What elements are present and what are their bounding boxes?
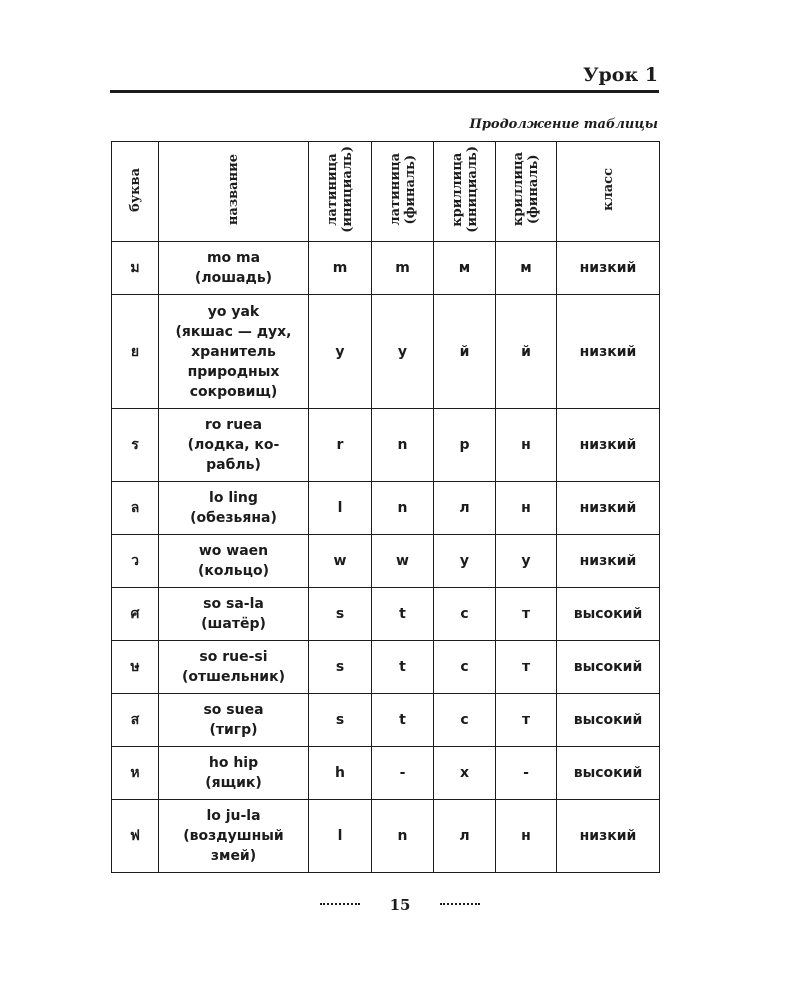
table-row xyxy=(112,588,660,641)
thai-letter: ย xyxy=(112,295,159,409)
letter-class: высокий xyxy=(557,588,660,641)
thai-letter: ล xyxy=(112,482,159,535)
thai-letter: ม xyxy=(112,242,159,295)
letter-name: so sa-la (шатёр) xyxy=(159,588,309,641)
footer-dots-left xyxy=(320,903,360,905)
cyrillic-initial: р xyxy=(434,409,496,482)
latin-initial: y xyxy=(309,295,372,409)
letter-class: высокий xyxy=(557,747,660,800)
thai-letter: ว xyxy=(112,535,159,588)
latin-initial: w xyxy=(309,535,372,588)
latin-final: m xyxy=(372,242,434,295)
cyrillic-initial: с xyxy=(434,588,496,641)
table-row xyxy=(112,641,660,694)
letter-class: низкий xyxy=(557,535,660,588)
latin-initial: l xyxy=(309,482,372,535)
cyrillic-initial: с xyxy=(434,641,496,694)
letter-class: низкий xyxy=(557,800,660,873)
thai-letter: ฟ xyxy=(112,800,159,873)
cyrillic-initial: м xyxy=(434,242,496,295)
latin-final: w xyxy=(372,535,434,588)
latin-initial: h xyxy=(309,747,372,800)
lesson-title: Урок 1 xyxy=(583,64,658,86)
letter-class: низкий xyxy=(557,482,660,535)
header-divider xyxy=(110,90,659,93)
latin-final: t xyxy=(372,694,434,747)
thai-letter: ส xyxy=(112,694,159,747)
letter-class: низкий xyxy=(557,409,660,482)
latin-initial: l xyxy=(309,800,372,873)
latin-final: y xyxy=(372,295,434,409)
thai-letter: ร xyxy=(112,409,159,482)
letter-name: so suea (тигр) xyxy=(159,694,309,747)
latin-final: t xyxy=(372,641,434,694)
letter-class: низкий xyxy=(557,295,660,409)
table-row xyxy=(112,535,660,588)
cyrillic-initial: у xyxy=(434,535,496,588)
letter-name: wo waen (кольцо) xyxy=(159,535,309,588)
column-header-latin-final: латиница (финаль) xyxy=(372,142,434,242)
cyrillic-final: т xyxy=(496,641,557,694)
column-header-letter: буква xyxy=(112,142,159,242)
table-header-row xyxy=(112,142,660,242)
cyrillic-initial: х xyxy=(434,747,496,800)
letter-name: ho hip (ящик) xyxy=(159,747,309,800)
column-header-name: название xyxy=(159,142,309,242)
latin-initial: s xyxy=(309,641,372,694)
cyrillic-final: м xyxy=(496,242,557,295)
table-row xyxy=(112,409,660,482)
latin-initial: s xyxy=(309,694,372,747)
cyrillic-final: т xyxy=(496,694,557,747)
page-number: 15 xyxy=(389,896,411,914)
latin-initial: r xyxy=(309,409,372,482)
letter-name: so rue-si (отшельник) xyxy=(159,641,309,694)
letter-class: высокий xyxy=(557,694,660,747)
letter-class: низкий xyxy=(557,242,660,295)
latin-final: t xyxy=(372,588,434,641)
footer-dots-right xyxy=(440,903,480,905)
cyrillic-final: й xyxy=(496,295,557,409)
table-row xyxy=(112,694,660,747)
cyrillic-initial: л xyxy=(434,482,496,535)
cyrillic-final: у xyxy=(496,535,557,588)
cyrillic-final: н xyxy=(496,409,557,482)
table-continuation-note: Продолжение таблицы xyxy=(469,117,658,132)
column-header-cyrillic-initial: криллица (инициаль) xyxy=(434,142,496,242)
cyrillic-final: т xyxy=(496,588,557,641)
latin-initial: s xyxy=(309,588,372,641)
latin-final: n xyxy=(372,800,434,873)
letter-name: lo ling (обезьяна) xyxy=(159,482,309,535)
thai-letter: ศ xyxy=(112,588,159,641)
thai-letter: ษ xyxy=(112,641,159,694)
page-footer xyxy=(0,896,800,914)
cyrillic-final: - xyxy=(496,747,557,800)
cyrillic-final: н xyxy=(496,800,557,873)
column-header-class: класс xyxy=(557,142,660,242)
table-row xyxy=(112,747,660,800)
latin-final: - xyxy=(372,747,434,800)
letter-name: yo yak (якшас — дух, хранитель природных сокровищ) xyxy=(159,295,309,409)
table-row xyxy=(112,482,660,535)
table-row xyxy=(112,800,660,873)
cyrillic-initial: с xyxy=(434,694,496,747)
latin-initial: m xyxy=(309,242,372,295)
letter-name: lo ju-la (воздушный змей) xyxy=(159,800,309,873)
cyrillic-final: н xyxy=(496,482,557,535)
letter-name: mo ma (лошадь) xyxy=(159,242,309,295)
cyrillic-initial: й xyxy=(434,295,496,409)
cyrillic-initial: л xyxy=(434,800,496,873)
thai-letter: ห xyxy=(112,747,159,800)
latin-final: n xyxy=(372,482,434,535)
column-header-latin-initial: латиница (инициаль) xyxy=(309,142,372,242)
table-row xyxy=(112,242,660,295)
column-header-cyrillic-final: криллица (финаль) xyxy=(496,142,557,242)
thai-letters-table xyxy=(111,141,660,873)
letter-name: ro ruea (лодка, ко- рабль) xyxy=(159,409,309,482)
table-row xyxy=(112,295,660,409)
letter-class: высокий xyxy=(557,641,660,694)
latin-final: n xyxy=(372,409,434,482)
